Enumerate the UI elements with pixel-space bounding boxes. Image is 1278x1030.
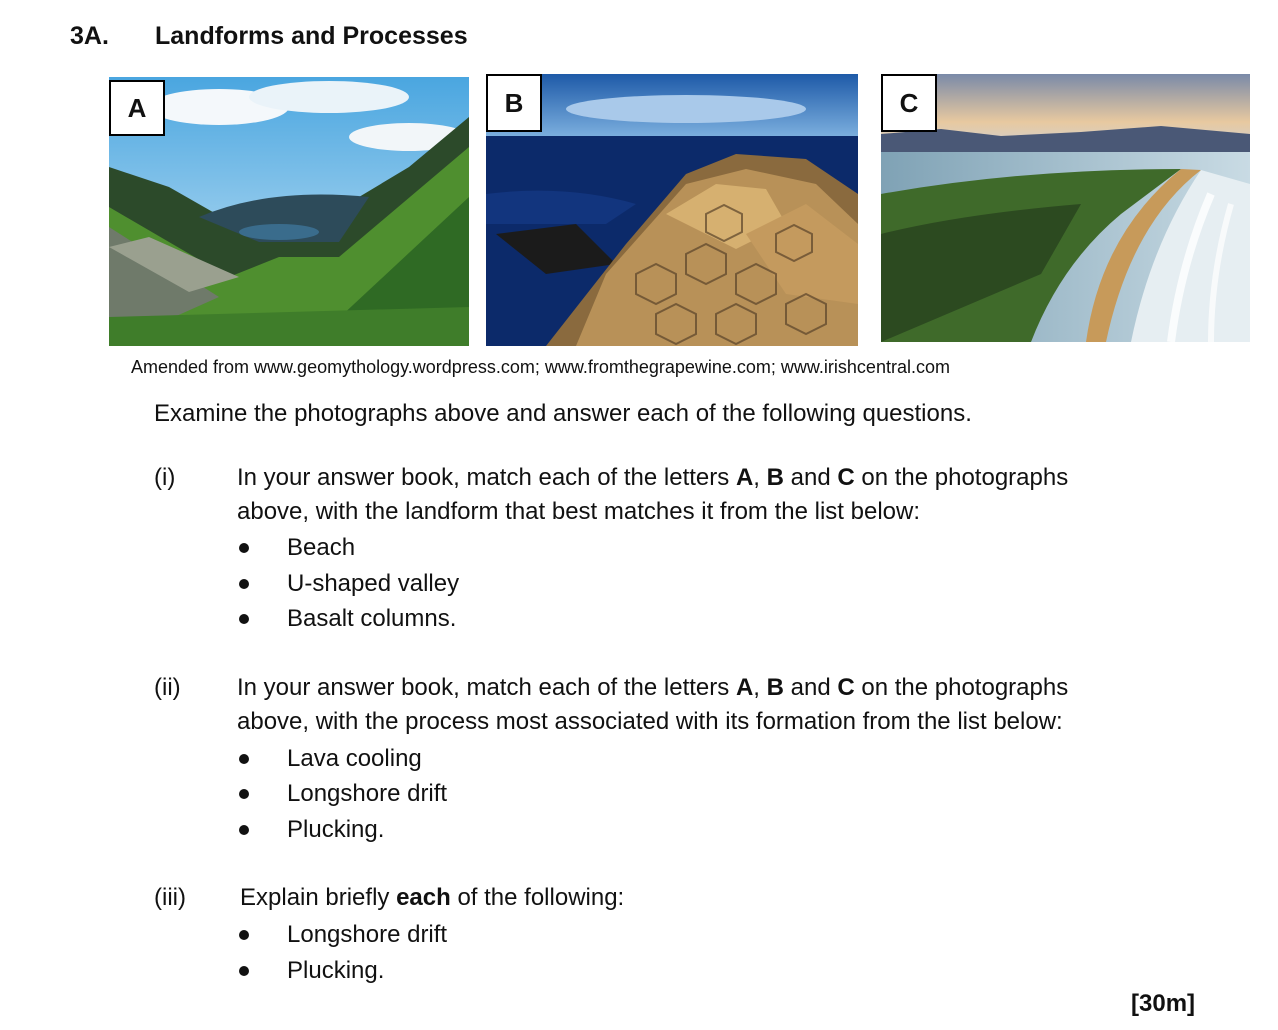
question-ii-text bbox=[237, 671, 1068, 739]
photo-a-valley bbox=[109, 77, 469, 346]
list-item: Longshore drift bbox=[287, 780, 448, 807]
list-item: Lava cooling bbox=[287, 745, 422, 772]
photo-c-label: C bbox=[881, 74, 937, 132]
comma: , bbox=[753, 674, 767, 701]
comma: , bbox=[753, 464, 767, 491]
list-item: Basalt columns. bbox=[287, 605, 457, 632]
question-iii-lead: Explain briefly bbox=[240, 884, 397, 911]
question-ii-line2: above, with the process most associated with its formation from the list below: bbox=[237, 708, 1063, 735]
and-word: and bbox=[783, 464, 838, 491]
question-ii-line1 bbox=[237, 671, 1068, 705]
letter-c: C bbox=[837, 464, 855, 491]
image-credit: Amended from www.geomythology.wordpress.com; www.fromthegrapewine.com; www.irishcentral.com bbox=[131, 357, 950, 377]
letter-a: A bbox=[735, 464, 754, 491]
question-number: 3A. bbox=[70, 22, 109, 50]
letter-b: B bbox=[766, 464, 784, 491]
photo-b-basalt bbox=[486, 74, 858, 346]
letter-c: C bbox=[837, 674, 855, 701]
bullet-dot bbox=[239, 754, 249, 764]
bullet-dot bbox=[239, 614, 249, 624]
question-i-tail: on the photographs bbox=[854, 464, 1069, 491]
instructions: Examine the photographs above and answer each of the following questions. bbox=[154, 400, 972, 427]
list-item: Plucking. bbox=[287, 816, 385, 843]
bullet-dot bbox=[239, 930, 249, 940]
question-iii-numeral: (iii) bbox=[154, 884, 186, 911]
letter-a: A bbox=[735, 674, 754, 701]
question-iii-tail: of the following: bbox=[450, 884, 625, 911]
question-i-numeral: (i) bbox=[154, 464, 176, 491]
emphasis-each: each bbox=[396, 884, 451, 911]
marks-total: [30m] bbox=[1131, 990, 1196, 1017]
question-title: Landforms and Processes bbox=[155, 22, 468, 50]
and-word: and bbox=[783, 674, 838, 701]
bullet-dot bbox=[239, 789, 249, 799]
bullet-dot bbox=[239, 579, 249, 589]
letter-b: B bbox=[766, 674, 784, 701]
list-item: Longshore drift bbox=[287, 921, 448, 948]
bullet-dot bbox=[239, 966, 249, 976]
question-ii-numeral: (ii) bbox=[154, 674, 181, 701]
bullet-dot bbox=[239, 825, 249, 835]
photo-c-beach bbox=[881, 74, 1250, 342]
photo-b-label: B bbox=[486, 74, 542, 132]
list-item: U-shaped valley bbox=[287, 570, 460, 597]
photo-a-label: A bbox=[109, 80, 165, 136]
question-i-line2: above, with the landform that best matches it from the list below: bbox=[237, 498, 920, 525]
question-i-text bbox=[237, 461, 1068, 529]
bullet-dot bbox=[239, 543, 249, 553]
question-i-line1 bbox=[237, 461, 1068, 495]
list-item: Beach bbox=[287, 534, 356, 561]
question-i-lead: In your answer book, match each of the letters bbox=[237, 464, 736, 491]
question-ii-lead: In your answer book, match each of the letters bbox=[237, 674, 736, 701]
list-item: Plucking. bbox=[287, 957, 385, 984]
question-iii-text bbox=[240, 881, 624, 915]
question-ii-tail: on the photographs bbox=[854, 674, 1069, 701]
